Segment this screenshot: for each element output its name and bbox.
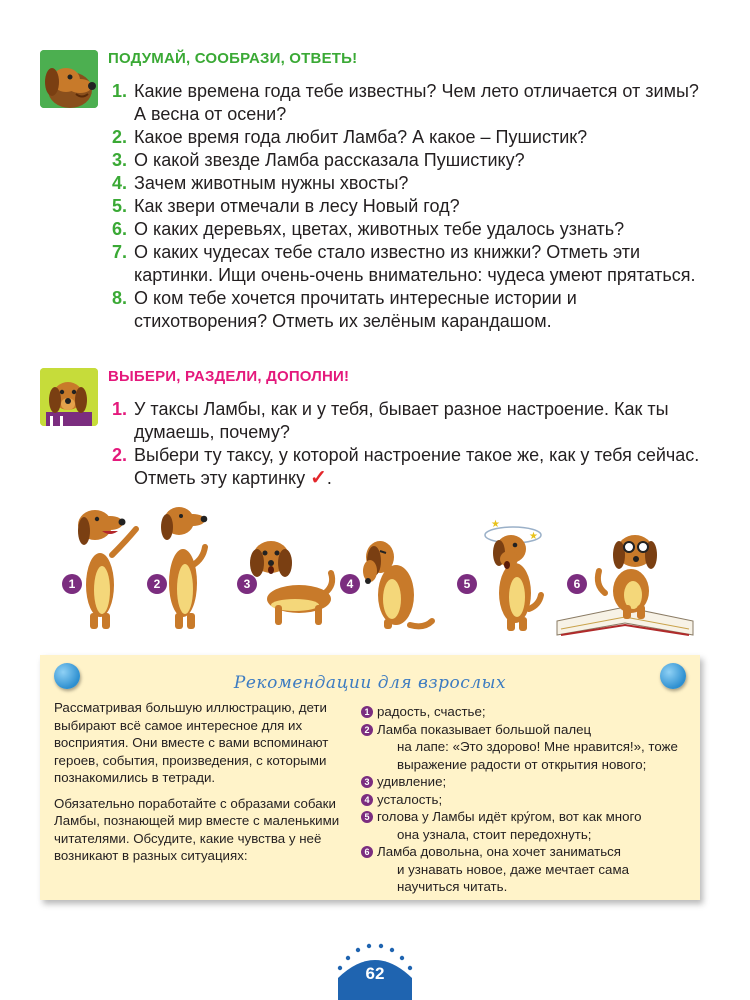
dog-mood-4[interactable]: [340, 495, 440, 645]
dog-mood-5[interactable]: [455, 495, 555, 645]
note-paragraph: Рассматривая большую иллюстрацию, дети выбирают всё самое интересное для их восприятия. Они вместе с вами вспоминают героев, события, произведения, с которыми познакомились в тетради.: [54, 700, 329, 785]
dog-moods-row: [50, 495, 700, 645]
list-item: 2 Ламба показывает большой палец на лапе: «Это здорово! Мне нравится!», тоже выражение радости от открытия нового;: [361, 721, 691, 774]
svg-text:★: ★: [491, 519, 500, 530]
dog-number-badge: 2: [147, 574, 167, 594]
question-item: 2. Выбери ту таксу, у которой настроение такое же, как у тебя сейчас. Отметь эту картинку ✓.: [112, 445, 700, 489]
question-list-think: [112, 80, 712, 333]
page-number: [328, 930, 422, 1000]
question-item: 1. Какие времена года тебе известны? Чем лето отличается от зимы? А весна от осени?: [112, 81, 699, 124]
dog-number-badge: 5: [457, 574, 477, 594]
svg-text:★: ★: [529, 531, 538, 542]
question-item: 3. О какой звезде Ламба рассказала Пушистику?: [112, 150, 525, 170]
list-item: 6 Ламба довольна, она хочет заниматься и узнавать новое, даже мечтает сама научиться читать.: [361, 843, 691, 896]
note-left-column: [54, 699, 349, 865]
checkmark-icon: ✓: [310, 467, 327, 489]
question-item: 4. Зачем животным нужны хвосты?: [112, 173, 409, 193]
adult-recommendations-note: [40, 655, 700, 900]
question-item: 8. О ком тебе хочется прочитать интересные истории и стихотворения? Отметь их зелёным карандашом.: [112, 288, 577, 331]
question-item: 6. О каких деревьях, цветах, животных тебе удалось узнать?: [112, 219, 625, 239]
dog-number-badge: 3: [237, 574, 257, 594]
question-item: 2. Какое время года любит Ламба? А какое – Пушистик?: [112, 127, 588, 147]
note-title: Рекомендации для взрослых: [233, 673, 507, 693]
section-title-choose: ВЫБЕРИ, РАЗДЕЛИ, ДОПОЛНИ!: [108, 368, 350, 385]
question-item: 5. Как звери отмечали в лесу Новый год?: [112, 196, 460, 216]
dog-mood-3[interactable]: [235, 495, 345, 645]
list-item: 1 радость, счастье;: [361, 703, 691, 721]
note-paragraph: Обязательно поработайте с образами собаки Ламбы, познающей мир вместе с маленькими читателями. Обсудите, какие чувства у неё возникают в разных ситуациях:: [54, 795, 340, 863]
dog-number-badge: 6: [567, 574, 587, 594]
dog-with-pencil-icon: [40, 368, 98, 426]
dog-head-icon: [40, 50, 98, 108]
note-mood-list: [361, 703, 691, 896]
dog-mood-2[interactable]: [135, 495, 235, 645]
list-item: 3 удивление;: [361, 773, 691, 791]
dog-number-badge: 4: [340, 574, 360, 594]
section-title-think: ПОДУМАЙ, СООБРАЗИ, ОТВЕТЬ!: [108, 50, 358, 67]
question-item: 1. У таксы Ламбы, как и у тебя, бывает разное настроение. Как ты думаешь, почему?: [112, 399, 669, 442]
question-list-choose: [112, 398, 712, 490]
page-number-text: 62: [365, 964, 385, 983]
list-item: 4 усталость;: [361, 791, 691, 809]
dog-mood-6[interactable]: [555, 495, 695, 645]
list-item: 5 голова у Ламбы идёт кру́гом, вот как много она узнала, стоит передохнуть;: [361, 808, 691, 843]
dog-number-badge: 1: [62, 574, 82, 594]
question-item: 7. О каких чудесах тебе стало известно из книжки? Отметь эти картинки. Ищи очень-очень внимательно: чудеса умеют прятаться.: [112, 242, 696, 285]
